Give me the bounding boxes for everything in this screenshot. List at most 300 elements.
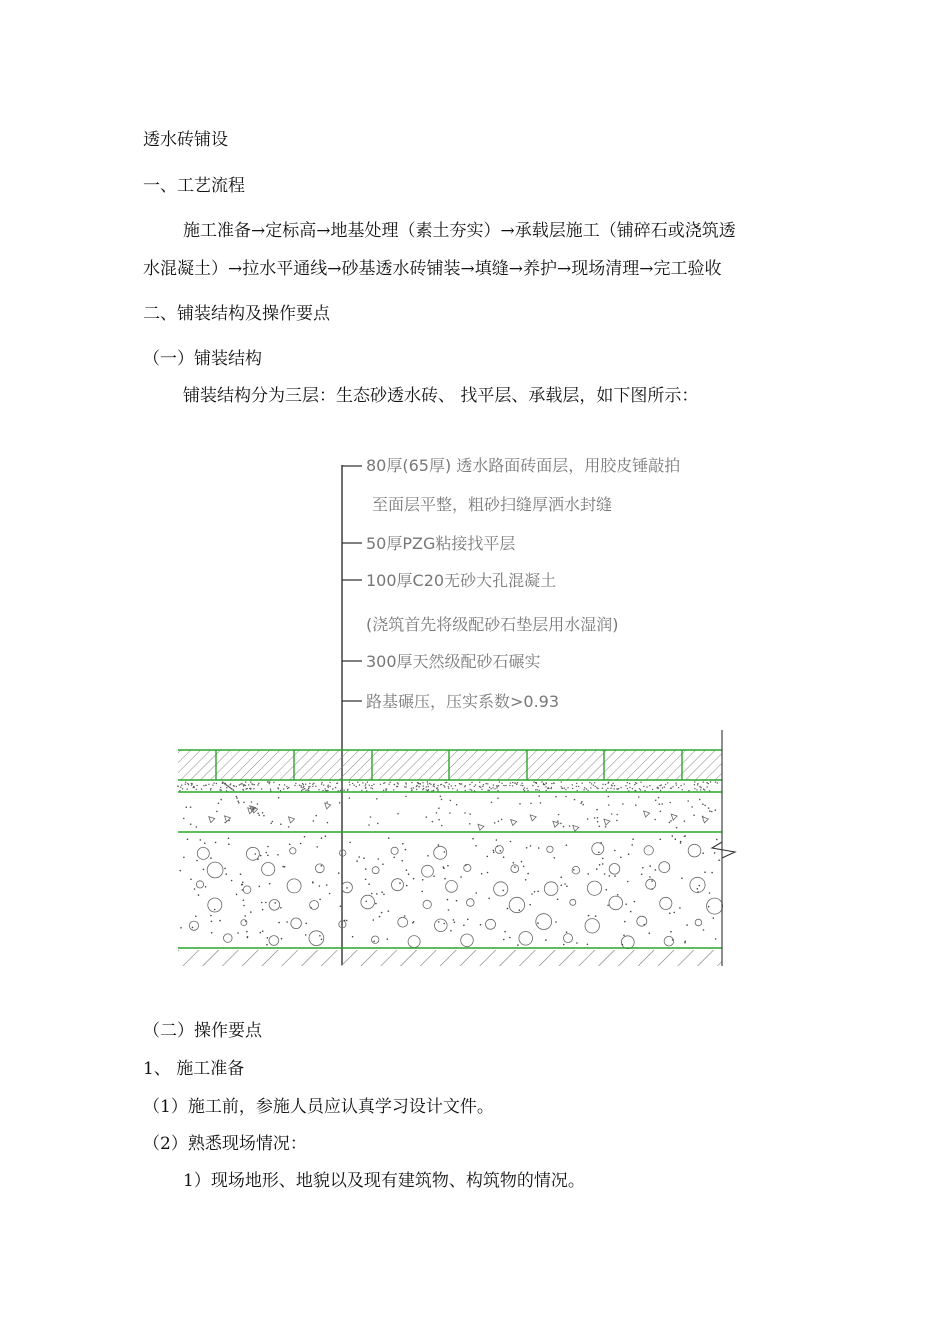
aggregate-mark xyxy=(530,815,536,821)
sand-dot xyxy=(418,786,419,787)
sand-dot xyxy=(527,790,528,791)
sand-dot xyxy=(385,790,386,791)
sand-dot xyxy=(216,783,217,784)
sand-dot xyxy=(279,784,280,785)
sand-dot xyxy=(430,784,431,785)
gravel-dot xyxy=(187,839,189,841)
concrete-dot xyxy=(691,806,693,808)
concrete-dot xyxy=(497,797,499,799)
sand-dot xyxy=(427,790,428,791)
sand-dot xyxy=(583,789,584,790)
sand-dot xyxy=(370,787,371,788)
gravel-dot xyxy=(623,935,625,937)
gravel-dot xyxy=(321,939,323,941)
subsection-heading-operations: （二）操作要点 xyxy=(143,1021,262,1041)
sand-dot xyxy=(469,784,470,785)
leveling-layer xyxy=(177,781,718,791)
concrete-dot xyxy=(190,823,192,825)
sand-dot xyxy=(553,782,554,783)
gravel-dot xyxy=(319,899,321,901)
sand-dot xyxy=(205,785,206,786)
concrete-dot xyxy=(563,826,565,828)
concrete-dot xyxy=(560,823,562,825)
concrete-dot xyxy=(237,800,239,802)
gravel-dot xyxy=(316,846,318,848)
sand-dot xyxy=(257,784,258,785)
concrete-dot xyxy=(183,818,185,820)
gravel-dot xyxy=(242,882,244,884)
gravel-dot xyxy=(557,899,559,901)
gravel-dot xyxy=(702,852,704,854)
gravel-dot xyxy=(624,921,626,923)
gravel-dot xyxy=(438,844,440,846)
leader-ticks xyxy=(342,466,362,701)
gravel-dot xyxy=(210,857,212,859)
sand-dot xyxy=(440,784,441,785)
sand-dot xyxy=(490,788,491,789)
sand-dot xyxy=(356,786,357,787)
gravel-dot xyxy=(517,944,519,946)
concrete-dot xyxy=(557,820,559,822)
gravel-dot xyxy=(304,836,306,838)
concrete-dot xyxy=(376,798,378,800)
sand-dot xyxy=(593,785,594,786)
gravel-stone xyxy=(570,899,576,905)
gravel-dot xyxy=(708,906,710,908)
concrete-dot xyxy=(597,817,599,819)
concrete-dot xyxy=(432,821,434,823)
gravel-stone xyxy=(315,864,324,873)
sand-dot xyxy=(267,781,268,782)
sand-dot xyxy=(186,788,187,789)
sand-dot xyxy=(254,784,255,785)
sand-dot xyxy=(596,787,597,788)
concrete-dot xyxy=(684,820,686,822)
gravel-dot xyxy=(573,869,575,871)
gravel-dot xyxy=(453,919,455,921)
sand-dot xyxy=(308,790,309,791)
sand-dot xyxy=(349,784,350,785)
sand-dot xyxy=(332,788,333,789)
sand-dot xyxy=(578,786,579,787)
sand-dot xyxy=(474,786,475,787)
sand-dot xyxy=(321,783,322,784)
sand-dot xyxy=(614,785,615,786)
gravel-dot xyxy=(180,927,182,929)
gravel-dot xyxy=(502,890,504,892)
concrete-dot xyxy=(574,799,576,801)
annotation-gravel-layer: 300厚天然级配砂石碾实 xyxy=(366,652,541,671)
sand-dot xyxy=(280,790,281,791)
concrete-dot xyxy=(654,819,656,821)
gravel-stone xyxy=(519,932,533,946)
sand-dot xyxy=(367,782,368,783)
gravel-dot xyxy=(521,861,523,863)
gravel-dot xyxy=(713,917,715,919)
sand-dot xyxy=(187,783,188,784)
sand-dot xyxy=(546,790,547,791)
gravel-dot xyxy=(265,902,267,904)
concrete-dot xyxy=(263,815,265,817)
sand-dot xyxy=(241,783,242,784)
gravel-dot xyxy=(190,879,192,881)
concrete-dot xyxy=(236,796,238,798)
gravel-dot xyxy=(537,891,539,893)
sand-dot xyxy=(652,789,653,790)
concrete-dot xyxy=(441,825,443,827)
sand-dot xyxy=(177,785,178,786)
gravel-dot xyxy=(607,905,609,907)
sand-dot xyxy=(678,787,679,788)
sand-dot xyxy=(413,787,414,788)
gravel-dot xyxy=(422,879,424,881)
gravel-dot xyxy=(576,942,578,944)
gravel-dot xyxy=(684,941,686,943)
concrete-dot xyxy=(190,806,192,808)
gravel-dot xyxy=(375,903,377,905)
gravel-stone xyxy=(423,900,431,908)
sand-dot xyxy=(634,790,635,791)
sand-dot xyxy=(390,782,391,783)
gravel-stone xyxy=(544,882,558,896)
concrete-dot xyxy=(587,818,589,820)
gravel-dot xyxy=(714,852,716,854)
gravel-dot xyxy=(319,885,321,887)
brick-layer xyxy=(178,750,722,780)
concrete-dot xyxy=(196,826,198,828)
sand-dot xyxy=(336,783,337,784)
sand-dot xyxy=(416,785,417,786)
gravel-stone xyxy=(434,846,447,859)
sand-dot xyxy=(612,783,613,784)
sand-dot xyxy=(261,788,262,789)
sand-dot xyxy=(700,787,701,788)
sand-dot xyxy=(694,784,695,785)
sand-dot xyxy=(576,786,577,787)
sand-dot xyxy=(405,786,406,787)
sand-dot xyxy=(684,783,685,784)
sand-dot xyxy=(524,787,525,788)
gravel-dot xyxy=(609,875,611,877)
sand-dot xyxy=(680,785,681,786)
sand-dot xyxy=(287,788,288,789)
gravel-dot xyxy=(625,903,627,905)
sand-dot xyxy=(444,786,445,787)
gravel-dot xyxy=(697,888,699,890)
gravel-dot xyxy=(250,911,252,913)
sand-dot xyxy=(305,790,306,791)
sand-dot xyxy=(532,785,533,786)
gravel-dot xyxy=(587,944,589,946)
concrete-dot xyxy=(608,804,610,806)
sand-dot xyxy=(605,784,606,785)
sand-dot xyxy=(550,788,551,789)
gravel-dot xyxy=(194,888,196,890)
sand-dot xyxy=(192,783,193,784)
gravel-dot xyxy=(525,879,527,881)
sand-dot xyxy=(357,782,358,783)
sand-dot xyxy=(535,789,536,790)
concrete-dot xyxy=(469,823,471,825)
sand-dot xyxy=(479,782,480,783)
gravel-dot xyxy=(503,856,505,858)
sand-dot xyxy=(561,788,562,789)
sand-dot xyxy=(220,787,221,788)
sand-dot xyxy=(423,788,424,789)
sand-dot xyxy=(253,788,254,789)
concrete-dot xyxy=(659,803,661,805)
gravel-dot xyxy=(402,843,404,845)
gravel-dot xyxy=(376,893,378,895)
gravel-dot xyxy=(321,837,323,839)
sand-dot xyxy=(627,782,628,783)
concrete-dot xyxy=(580,802,582,804)
gravel-dot xyxy=(672,835,674,837)
sand-dot xyxy=(225,783,226,784)
item-heading-preparation: 1、 施工准备 xyxy=(143,1059,245,1079)
concrete-dot xyxy=(278,797,280,799)
gravel-dot xyxy=(602,858,604,860)
gravel-dot xyxy=(649,932,651,934)
gravel-stone xyxy=(486,919,496,929)
gravel-dot xyxy=(243,900,245,902)
gravel-dot xyxy=(349,842,351,844)
sand-dot xyxy=(610,788,611,789)
gravel-stone xyxy=(644,846,653,855)
gravel-dot xyxy=(631,844,633,846)
sand-dot xyxy=(541,781,542,782)
aggregate-mark xyxy=(702,817,708,823)
sand-dot xyxy=(423,785,424,786)
sand-dot xyxy=(688,790,689,791)
sand-dot xyxy=(185,782,186,783)
concrete-dot xyxy=(262,812,264,814)
concrete-dot xyxy=(436,812,438,814)
sand-dot xyxy=(494,788,495,789)
gravel-stone xyxy=(309,931,324,946)
gravel-stone xyxy=(536,914,552,930)
sand-dot xyxy=(213,782,214,783)
gravel-dot xyxy=(282,866,284,868)
aggregate-mark xyxy=(604,819,610,825)
sand-dot xyxy=(303,786,304,787)
gravel-dot xyxy=(463,925,465,927)
sand-dot xyxy=(505,785,506,786)
gravel-stone xyxy=(269,936,279,946)
concrete-dot xyxy=(622,803,624,805)
concrete-dot xyxy=(339,802,341,804)
gravel-dot xyxy=(510,841,512,843)
sand-dot xyxy=(545,786,546,787)
gravel-dot xyxy=(519,909,521,911)
sand-dot xyxy=(302,783,303,784)
sand-dot xyxy=(329,786,330,787)
gravel-dot xyxy=(265,852,267,854)
sand-dot xyxy=(268,781,269,782)
concrete-dot xyxy=(370,816,372,818)
gravel-dot xyxy=(596,868,598,870)
document-title: 透水砖铺设 xyxy=(143,130,228,150)
sand-dot xyxy=(632,788,633,789)
sand-dot xyxy=(509,785,510,786)
sand-dot xyxy=(380,784,381,785)
sand-dot xyxy=(639,788,640,789)
gravel-dot xyxy=(444,851,446,853)
preparation-point-1: （1）施工前，参施人员应认真学习设计文件。 xyxy=(143,1097,494,1117)
gravel-dot xyxy=(326,884,328,886)
gravel-dot xyxy=(269,883,271,885)
gravel-dot xyxy=(200,839,202,841)
gravel-stone xyxy=(197,847,209,859)
sand-dot xyxy=(428,786,429,787)
sand-dot xyxy=(499,781,500,782)
sand-dot xyxy=(664,786,665,787)
sand-dot xyxy=(616,788,617,789)
sand-dot xyxy=(222,783,223,784)
sand-dot xyxy=(324,788,325,789)
gravel-dot xyxy=(382,863,384,865)
sand-dot xyxy=(365,788,366,789)
gravel-dot xyxy=(377,858,379,860)
gravel-dot xyxy=(228,843,230,845)
sand-dot xyxy=(635,782,636,783)
sand-dot xyxy=(594,782,595,783)
sand-dot xyxy=(670,788,671,789)
concrete-dot xyxy=(616,820,618,822)
gravel-dot xyxy=(684,942,686,944)
concrete-dot xyxy=(258,814,260,816)
sand-dot xyxy=(419,783,420,784)
concrete-dot xyxy=(669,822,671,824)
gravel-stone xyxy=(509,897,524,912)
annotation-surface-layer-cont: 至面层平整，粗砂扫缝厚洒水封缝 xyxy=(372,495,613,514)
sand-dot xyxy=(586,788,587,789)
sand-dot xyxy=(696,789,697,790)
layer-boundaries xyxy=(178,750,722,948)
sand-dot xyxy=(448,786,449,787)
sand-dot xyxy=(327,786,328,787)
gravel-stone xyxy=(637,916,647,926)
sand-dot xyxy=(521,783,522,784)
sand-dot xyxy=(248,784,249,785)
gravel-dot xyxy=(448,909,450,911)
sand-dot xyxy=(295,783,296,784)
sand-dot xyxy=(247,788,248,789)
sand-dot xyxy=(185,784,186,785)
gravel-dot xyxy=(699,885,701,887)
sand-dot xyxy=(620,787,621,788)
gravel-dot xyxy=(660,839,662,841)
gravel-dot xyxy=(630,911,632,913)
gravel-dot xyxy=(554,857,556,859)
aggregate-mark xyxy=(252,807,258,813)
sand-dot xyxy=(700,789,701,790)
gravel-dot xyxy=(366,901,368,903)
sand-dot xyxy=(433,790,434,791)
gravel-dot xyxy=(703,929,705,931)
sand-dot xyxy=(309,783,310,784)
gravel-dot xyxy=(566,844,568,846)
gravel-dot xyxy=(670,931,672,933)
concrete-dot xyxy=(498,821,500,823)
gravel-dot xyxy=(606,889,608,891)
sand-dot xyxy=(245,781,246,782)
gravel-dot xyxy=(225,873,227,875)
sand-dot xyxy=(437,789,438,790)
gravel-dot xyxy=(493,852,495,854)
sand-dot xyxy=(480,786,481,787)
gravel-dot xyxy=(365,868,367,870)
gravel-dot xyxy=(246,931,248,933)
sand-dot xyxy=(193,787,194,788)
sand-dot xyxy=(452,788,453,789)
sand-dot xyxy=(373,784,374,785)
sand-dot xyxy=(697,784,698,785)
concrete-dot xyxy=(530,803,532,805)
sand-dot xyxy=(629,787,630,788)
gravel-stone xyxy=(392,879,404,891)
gravel-stone xyxy=(587,881,601,895)
gravel-dot xyxy=(224,868,226,870)
sand-dot xyxy=(517,782,518,783)
gravel-dot xyxy=(718,859,720,861)
sand-dot xyxy=(487,783,488,784)
sand-dot xyxy=(514,783,515,784)
sand-dot xyxy=(572,784,573,785)
concrete-dot xyxy=(662,803,664,805)
gravel-stone xyxy=(461,934,474,947)
gravel-dot xyxy=(379,916,381,918)
sand-dot xyxy=(286,786,287,787)
sand-dot xyxy=(697,783,698,784)
gravel-dot xyxy=(496,839,498,841)
sand-dot xyxy=(640,782,641,783)
gravel-dot xyxy=(267,937,269,939)
sand-dot xyxy=(313,783,314,784)
concrete-dot xyxy=(456,804,458,806)
concrete-dot xyxy=(660,811,662,813)
sand-dot xyxy=(437,785,438,786)
sand-dot xyxy=(301,790,302,791)
gravel-stone xyxy=(241,920,247,926)
gravel-dot xyxy=(261,902,263,904)
concrete-dot xyxy=(397,813,399,815)
sand-dot xyxy=(240,784,241,785)
sand-dot xyxy=(591,783,592,784)
gravel-dot xyxy=(523,866,525,868)
sand-dot xyxy=(496,787,497,788)
gravel-dot xyxy=(680,842,682,844)
sand-dot xyxy=(283,788,284,789)
sand-dot xyxy=(479,786,480,787)
sand-dot xyxy=(411,782,412,783)
sand-dot xyxy=(595,786,596,787)
sand-dot xyxy=(366,790,367,791)
sand-dot xyxy=(536,782,537,783)
sand-dot xyxy=(512,782,513,783)
concrete-dot xyxy=(257,813,259,815)
sand-dot xyxy=(242,789,243,790)
sand-dot xyxy=(343,790,344,791)
sand-dot xyxy=(584,787,585,788)
gravel-stone xyxy=(207,862,223,878)
concrete-dot xyxy=(220,799,222,801)
sand-dot xyxy=(369,785,370,786)
gravel-dot xyxy=(338,872,340,874)
gravel-stone xyxy=(262,863,275,876)
sand-dot xyxy=(649,785,650,786)
concrete-dot xyxy=(501,819,503,821)
